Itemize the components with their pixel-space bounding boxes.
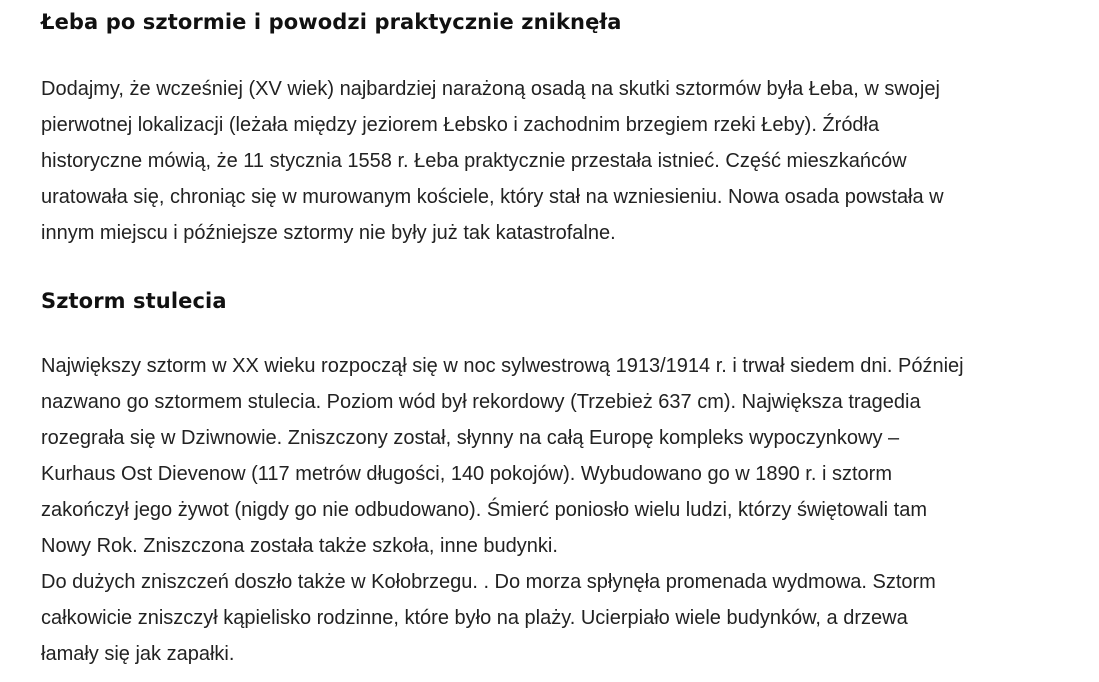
paragraph-sztorm-stulecia (41, 348, 1091, 672)
paragraph-line: innym miejscu i późniejsze sztormy nie były już tak katastrofalne. (41, 222, 616, 244)
paragraph-line: całkowicie zniszczył kąpielisko rodzinne, które było na plaży. Ucierpiało wiele budynków, a drzewa (41, 607, 908, 629)
section-heading-sztorm-stulecia: Sztorm stulecia (41, 289, 227, 313)
paragraph-line: rozegrała się w Dziwnowie. Zniszczony został, słynny na całą Europę kompleks wypoczynkowy – (41, 427, 900, 449)
paragraph-line: Kurhaus Ost Dievenow (117 metrów długości, 140 pokojów). Wybudowano go w 1890 r. i sztorm (41, 463, 892, 485)
section-heading-leba: Łeba po sztormie i powodzi praktycznie zniknęła (41, 10, 622, 34)
paragraph-line: Największy sztorm w XX wieku rozpoczął się w noc sylwestrową 1913/1914 r. i trwał siedem dni. Później (41, 355, 964, 377)
paragraph-line: łamały się jak zapałki. (41, 643, 235, 665)
paragraph-line: zakończył jego żywot (nigdy go nie odbudowano). Śmierć poniosło wielu ludzi, którzy świętowali tam (41, 499, 927, 521)
paragraph-line: historyczne mówią, że 11 stycznia 1558 r. Łeba praktycznie przestała istnieć. Część mieszkańców (41, 150, 907, 172)
paragraph-line: nazwano go sztormem stulecia. Poziom wód był rekordowy (Trzebież 637 cm). Największa tragedia (41, 391, 921, 413)
paragraph-line: pierwotnej lokalizacji (leżała między jeziorem Łebsko i zachodnim brzegiem rzeki Łeby). Źródła (41, 114, 880, 136)
paragraph-line: Nowy Rok. Zniszczona została także szkoła, inne budynki. (41, 535, 558, 557)
paragraph-line: uratowała się, chroniąc się w murowanym kościele, który stał na wzniesieniu. Nowa osada powstała w (41, 186, 944, 208)
paragraph-leba (41, 71, 1061, 251)
paragraph-line: Do dużych zniszczeń doszło także w Kołobrzegu. . Do morza spłynęła promenada wydmowa. Sztorm (41, 571, 936, 593)
paragraph-line: Dodajmy, że wcześniej (XV wiek) najbardziej narażoną osadą na skutki sztormów była Łeba, w swojej (41, 78, 940, 100)
